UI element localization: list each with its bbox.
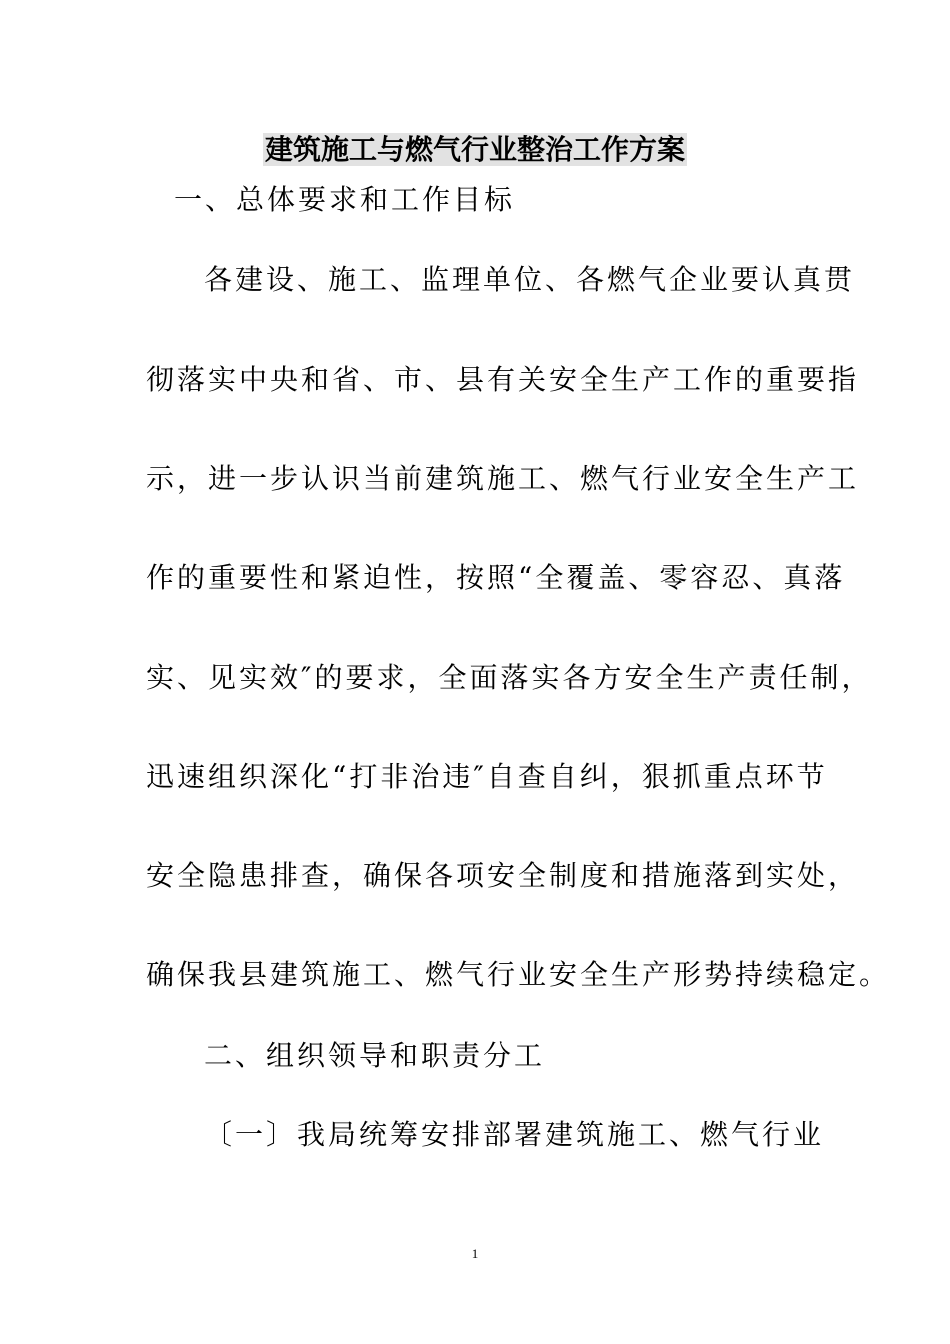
paragraph-line: 示，进一步认识当前建筑施工、燃气行业安全生产工: [146, 462, 860, 495]
paragraph-line: 安全隐患排查，确保各项安全制度和措施落到实处，: [146, 859, 860, 892]
section-heading-general-requirements: 一、总体要求和工作目标: [174, 183, 516, 216]
subsection-line: 〔一〕我局统筹安排部署建筑施工、燃气行业: [204, 1118, 825, 1151]
document-title: [0, 131, 950, 169]
document-title-text: 建筑施工与燃气行业整治工作方案: [264, 133, 685, 166]
paragraph-line: 实、见实效″的要求，全面落实各方安全生产责任制，: [146, 661, 873, 694]
paragraph-line: 各建设、施工、监理单位、各燃气企业要认真贯: [204, 263, 856, 296]
page-number: 1: [471, 1246, 479, 1261]
section-heading-organization: 二、组织领导和职责分工: [204, 1039, 546, 1072]
paragraph-line: 作的重要性和紧迫性，按照“全覆盖、零容忍、真落: [146, 561, 846, 594]
paragraph-line: 彻落实中央和省、市、县有关安全生产工作的重要指: [146, 363, 860, 396]
paragraph-line: 确保我县建筑施工、燃气行业安全生产形势持续稳定。: [146, 958, 891, 991]
paragraph-line: 迅速组织深化“打非治违″自查自纠，狠抓重点环节: [146, 760, 828, 793]
